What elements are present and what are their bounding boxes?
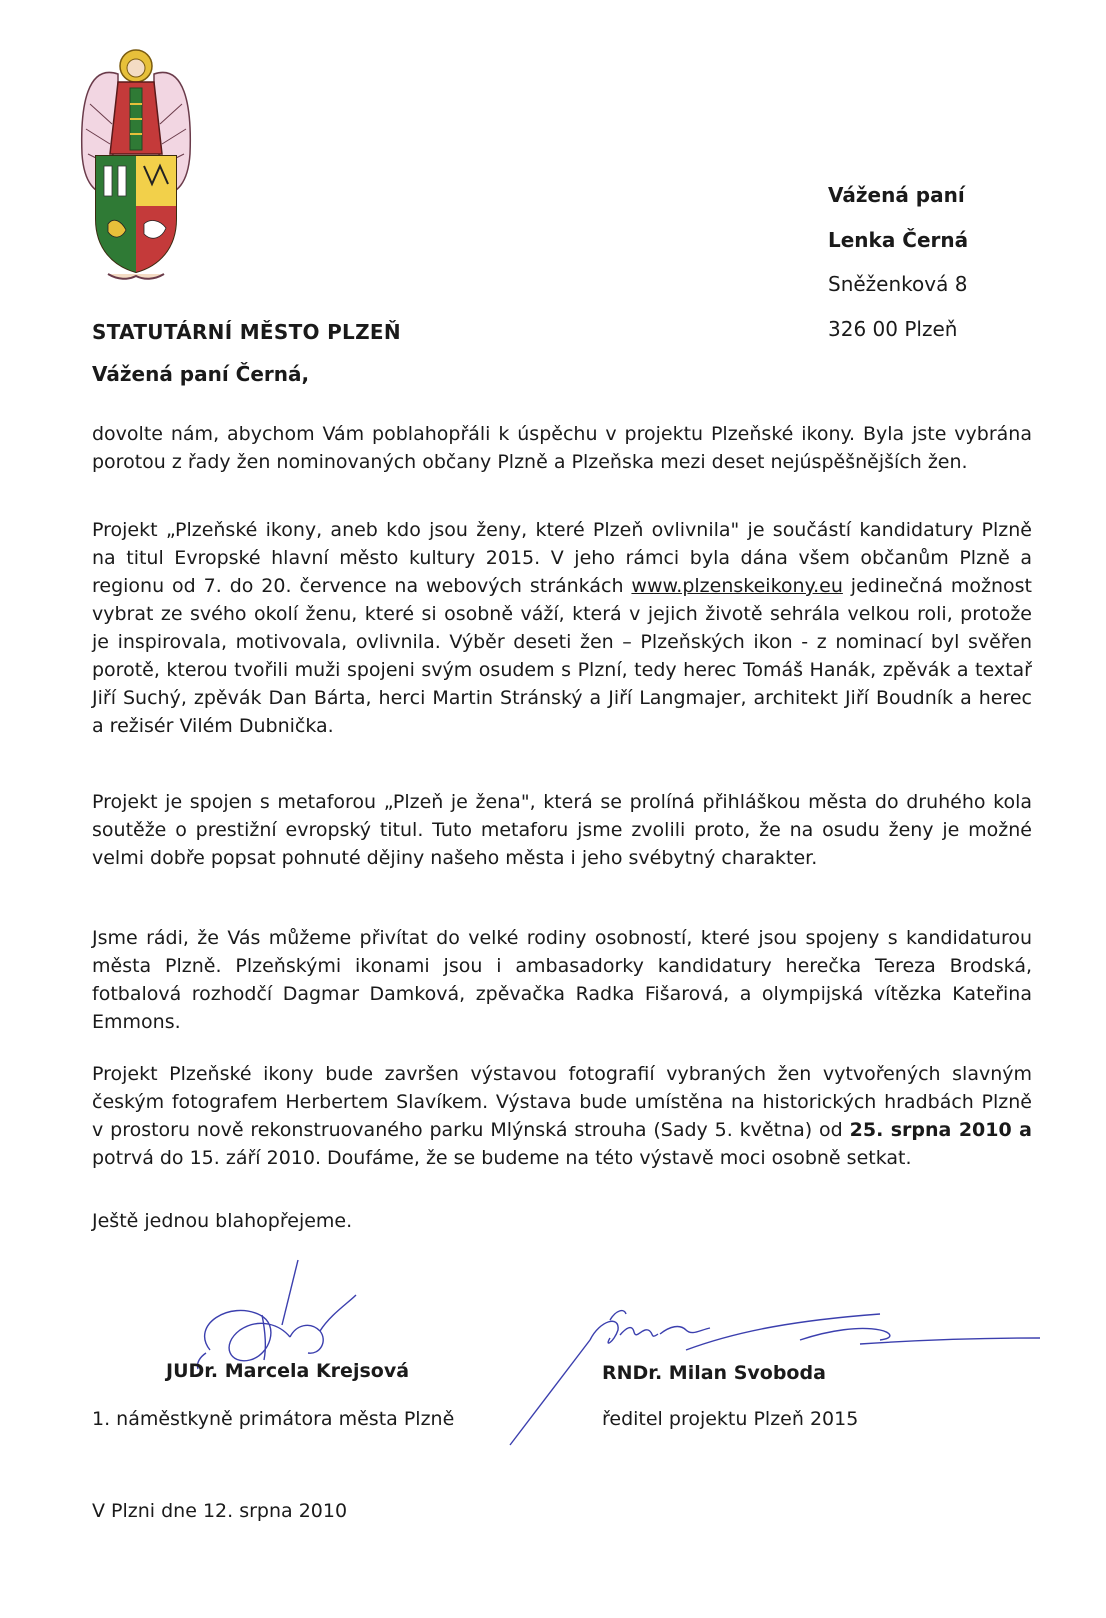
website-link[interactable]: www.plzenskeikony.eu xyxy=(631,575,843,597)
paragraph-4: Jsme rádi, že Vás můžeme přivítat do velké rodiny osobností, které jsou spojeny s kandidaturou města Plzně. Plzeňskými ikonami jsou i ambasadorky kandidatury herečka Tereza Brodská, fotbalová rozhodčí Dagmar Damková, zpěvačka Radka Fišarová, a olympijská vítězka Kateřina Emmons. xyxy=(92,927,1032,1033)
exhibition-date: 25. srpna 2010 a xyxy=(849,1119,1032,1141)
signer-1-role: 1. náměstkyně primátora města Plzně xyxy=(92,1408,455,1430)
letter-salutation: Vážená paní Černá, xyxy=(92,362,310,386)
paragraph-2-text-a: Projekt „Plzeňské ikony, aneb kdo jsou ženy, které Plzeň ovlivnila" je součástí kandidatury Plzně na titul Evropské hlavní město kultury 2015. V jeho rámci byla dána všem občanům Plzně a regionu od 7. do 20. července na webových stránkách xyxy=(92,519,1032,597)
recipient-city: 326 00 Plzeň xyxy=(828,317,958,341)
paragraph-2-text-b: jedinečná možnost vybrat ze svého okolí ženu, které si osobně váží, která v jejich životě sehrála velkou roli, protože je inspirovala, motivovala, ovlivnila. Výběr deseti žen – Plzeňských ikon - z nominací byl svěřen porotě, kterou tvořili muži spojeni svým osudem s Plzní, tedy herec Tomáš Hanák, zpěvák a textař Jiří Suchý, zpěvák Dan Bárta, herci Martin Stránský a Jiří Langmajer, architekt Jiří Boudník a herec a režisér Vilém Dubnička. xyxy=(92,575,1033,737)
signer-2-role: ředitel projektu Plzeň 2015 xyxy=(602,1408,859,1430)
signer-1-name: JUDr. Marcela Krejsová xyxy=(166,1360,410,1382)
signer-2-name: RNDr. Milan Svoboda xyxy=(602,1362,826,1384)
paragraph-5 xyxy=(92,1060,1032,1172)
closing-line: Ještě jednou blahopřejeme. xyxy=(92,1210,353,1232)
sender-organization: STATUTÁRNÍ MĚSTO PLZEŇ xyxy=(92,320,401,344)
recipient-salutation: Vážená paní xyxy=(828,183,965,207)
paragraph-5-text-a: Projekt Plzeňské ikony bude završen výstavou fotografií vybraných žen vytvořených slavným českým fotografem Herbertem Slavíkem. Výstava bude umístěna na historických hradbách Plzně v prostoru nově rekonstruovaného parku Mlýnská strouha (Sady 5. května) od xyxy=(92,1063,1032,1141)
plzen-coat-of-arms-icon xyxy=(78,44,194,284)
date-place: V Plzni dne 12. srpna 2010 xyxy=(92,1500,348,1522)
paragraph-2 xyxy=(92,516,1032,740)
paragraph-5-text-b: potrvá do 15. září 2010. Doufáme, že se budeme na této výstavě moci osobně setkat. xyxy=(92,1147,912,1169)
recipient-name: Lenka Černá xyxy=(828,228,969,252)
paragraph-3: Projekt je spojen s metaforou „Plzeň je žena", která se prolíná přihláškou města do druhého kola soutěže o prestižní evropský titul. Tuto metaforu jsme zvolili proto, že na osudu ženy je možné velmi dobře popsat pohnuté dějiny našeho města i jeho svébytný charakter. xyxy=(92,791,1032,869)
recipient-street: Sněženková 8 xyxy=(828,272,968,296)
paragraph-1: dovolte nám, abychom Vám poblahopřáli k úspěchu v projektu Plzeňské ikony. Byla jste vybrána porotou z řady žen nominovaných občany Plzně a Plzeňska mezi deset nejúspěšnějších žen. xyxy=(92,423,1032,473)
